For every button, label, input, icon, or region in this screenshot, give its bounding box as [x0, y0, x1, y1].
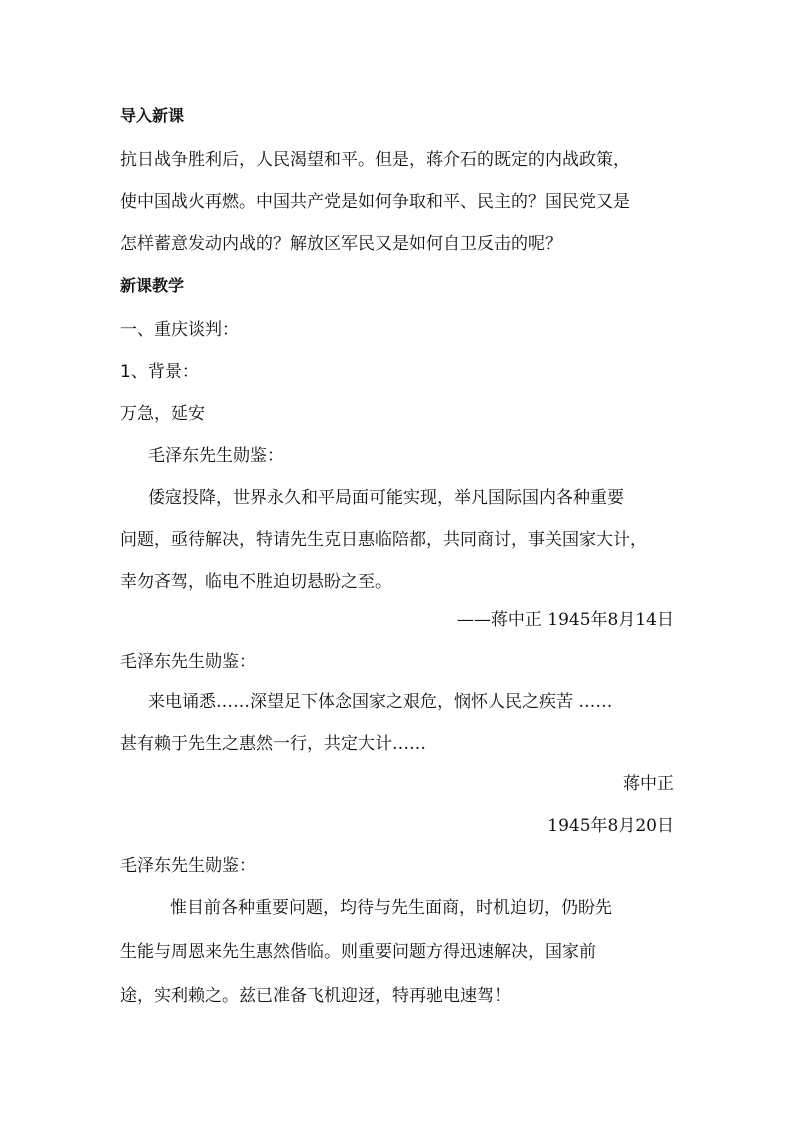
telegram-1-body-line-1: 倭寇投降，世界永久和平局面可能实现，举凡国际国内各种重要	[148, 488, 624, 508]
telegram-2-date: 1945年8月20日	[547, 816, 674, 836]
intro-line-2: 使中国战火再燃。中国共产党是如何争取和平、民主的？国民党又是	[120, 192, 630, 212]
section-1-title: 一、重庆谈判：	[120, 320, 239, 340]
telegram-1-signature: ——蒋中正 1945年8月14日	[456, 610, 674, 630]
telegram-2-signature: 蒋中正	[623, 774, 674, 794]
telegram-3-body-line-1: 惟目前各种重要问题，均待与先生面商，时机迫切，仍盼先	[170, 898, 612, 918]
heading-new-lesson: 新课教学	[120, 276, 185, 295]
telegram-3-body-line-3: 途，实利赖之。兹已准备飞机迎迓，特再驰电速驾！	[120, 986, 511, 1006]
telegram-2-salutation: 毛泽东先生勋鉴：	[120, 652, 256, 672]
telegram-3-salutation: 毛泽东先生勋鉴：	[120, 856, 256, 876]
subsection-1-title: 1、背景：	[120, 362, 199, 382]
intro-line-3: 怎样蓄意发动内战的？解放区军民又是如何自卫反击的呢？	[120, 234, 562, 254]
telegram-1-header: 万急，延安	[120, 404, 205, 424]
telegram-1-body-line-3: 幸勿吝驾，临电不胜迫切悬盼之至。	[120, 572, 392, 592]
telegram-2-body-line-1: 来电诵悉……深望足下体念国家之艰危，悯怀人民之疾苦 ……	[148, 692, 613, 712]
telegram-1-salutation: 毛泽东先生勋鉴：	[148, 446, 284, 466]
heading-intro: 导入新课	[120, 106, 185, 125]
telegram-3-body-line-2: 生能与周恩来先生惠然偕临。则重要问题方得迅速解决，国家前	[120, 942, 596, 962]
intro-line-1: 抗日战争胜利后，人民渴望和平。但是，蒋介石的既定的内战政策，	[120, 150, 630, 170]
telegram-2-body-line-2: 甚有赖于先生之惠然一行，共定大计……	[120, 734, 426, 754]
telegram-1-body-line-2: 问题，亟待解决，特请先生克日惠临陪都，共同商讨，事关国家大计，	[120, 530, 647, 550]
